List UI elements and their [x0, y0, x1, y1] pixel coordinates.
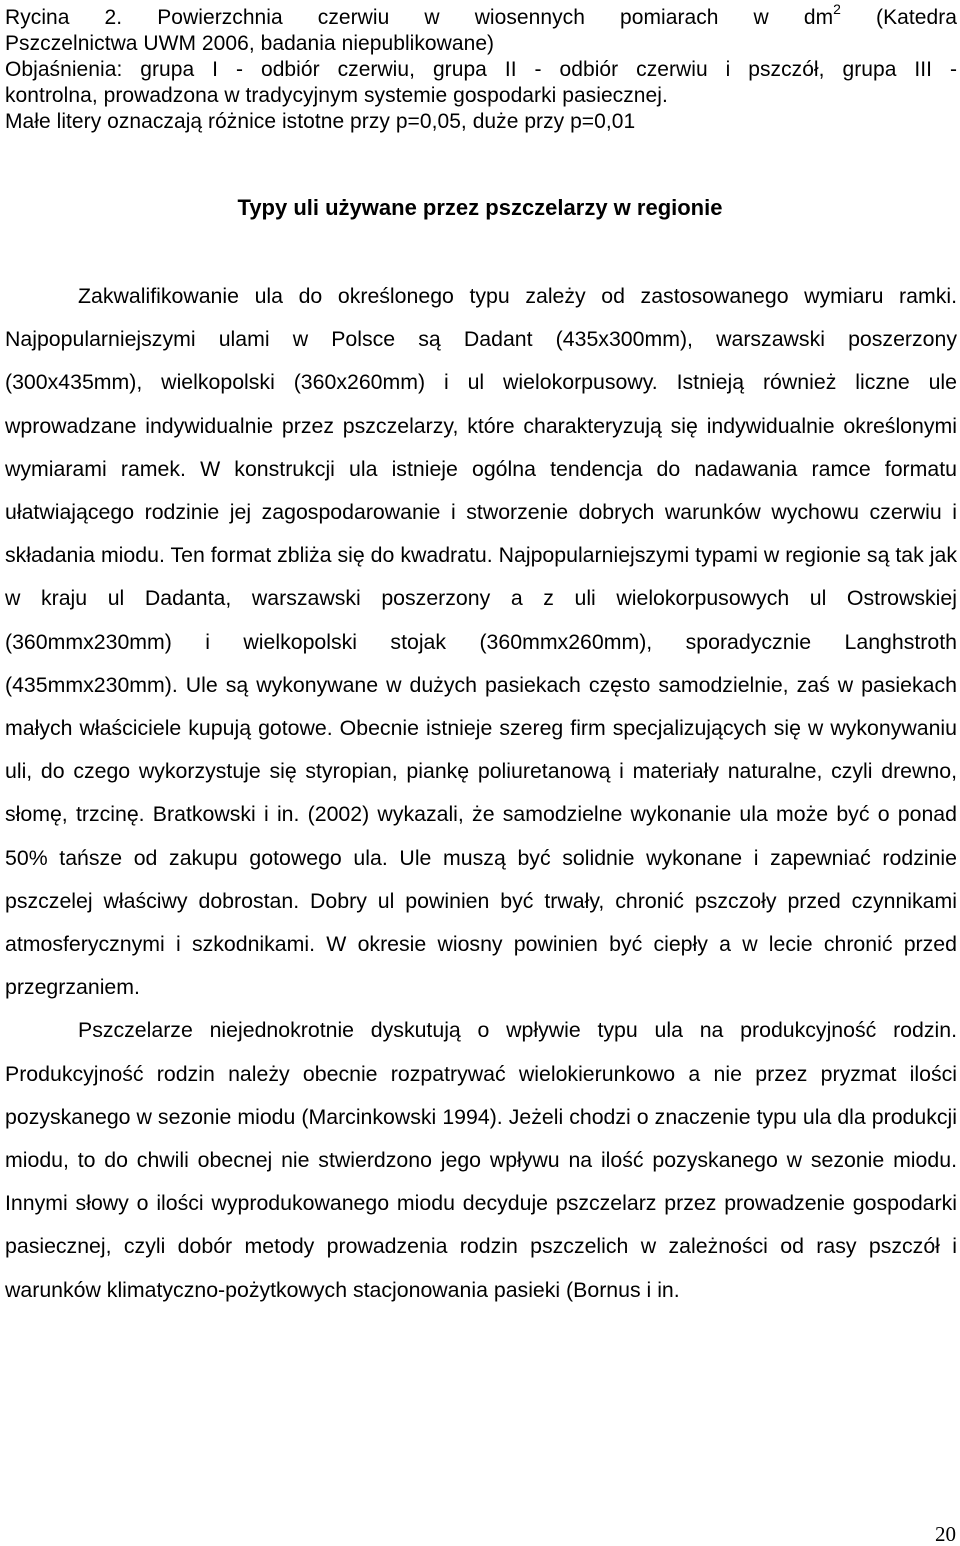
caption-line-5: Małe litery oznaczają różnice istotne przy p=0,05, duże przy p=0,01	[5, 110, 636, 133]
caption-line-3: Objaśnienia: grupa I - odbiór czerwiu, grupa II - odbiór czerwiu i pszczół, grupa III -	[5, 58, 957, 81]
page-number: 20	[935, 1522, 956, 1546]
body-text	[5, 275, 957, 1312]
caption-title-text: Rycina 2. Powierzchnia czerwiu w wiosennych pomiarach w dm	[5, 6, 834, 29]
caption-source-text: (Katedra	[840, 6, 957, 29]
paragraph-productivity: Pszczelarze niejednokrotnie dyskutują o wpływie typu ula na produkcyjność rodzin. Produkcyjność rodzin należy obecnie rozpatrywać wielokierunkowo a nie przez pryzmat ilości pozyskanego w sezonie miodu (Marcinkowski 1994). Jeżeli chodzi o znaczenie typu ula dla produkcji miodu, to do chwili obecnej nie stwierdzono jego wpływu na ilość pozyskanego w sezonie miodu. Innymi słowy o ilości wyprodukowanego miodu decyduje pszczelarz przez prowadzenie gospodarki pasiecznej, czyli dobór metody prowadzenia rodzin pszczelich w zależności od rasy pszczół i warunków klimatyczno-pożytkowych stacjonowania pasieki (Bornus i in.	[5, 1018, 957, 1302]
paragraph-hive-types: Zakwalifikowanie ula do określonego typu zależy od zastosowanego wymiaru ramki. Najpopularniejszymi ulami w Polsce są Dadant (435x300mm), warszawski poszerzony (300x435mm), wielkopolski (360x260mm) i ul wielokorpusowy. Istnieją również liczne ule wprowadzane indywidualnie przez pszczelarzy, które charakteryzują się indywidualnie określonymi wymiarami ramek. W konstrukcji ula istnieje ogólna tendencja do nadawania ramce formatu ułatwiającego rodzinie jej zagospodarowanie i stworzenie dobrych warunków wychowu czerwiu i składania miodu. Ten format zbliża się do kwadratu. Najpopularniejszymi typami w regionie są tak jak w kraju ul Dadanta, warszawski poszerzony a z uli wielokorpusowych ul Ostrowskiej (360mmx230mm) i wielkopolski stojak (360mmx260mm), sporadycznie Langhstroth (435mmx230mm). Ule są wykonywane w dużych pasiekach często samodzielnie, zaś w pasiekach małych właściciele kupują gotowe. Obecnie istnieje szereg firm specjalizujących się w wykonywaniu uli, do czego wykorzystuje się styropian, piankę poliuretanową i materiały naturalne, czyli drewno, słomę, trzcinę. Bratkowski i in. (2002) wykazali, że samodzielne wykonanie ula może być o ponad 50% tańsze od zakupu gotowego ula. Ule muszą być solidnie wykonane i zapewniać rodzinie pszczelej właściwy dobrostan. Dobry ul powinien być trwały, chronić pszczoły przed czynnikami atmosferycznymi i szkodnikami. W okresie wiosny powinien być ciepły a w lecie chronić przed przegrzaniem.	[5, 284, 957, 1000]
caption-line-1	[5, 1, 957, 31]
figure-caption	[5, 1, 957, 135]
caption-superscript: 2	[833, 1, 841, 17]
caption-line-4: kontrolna, prowadzona w tradycyjnym systemie gospodarki pasiecznej.	[5, 84, 668, 107]
caption-line-2: Pszczelnictwa UWM 2006, badania niepublikowane)	[5, 32, 495, 55]
section-heading: Typy uli używane przez pszczelarzy w regionie	[237, 195, 723, 220]
